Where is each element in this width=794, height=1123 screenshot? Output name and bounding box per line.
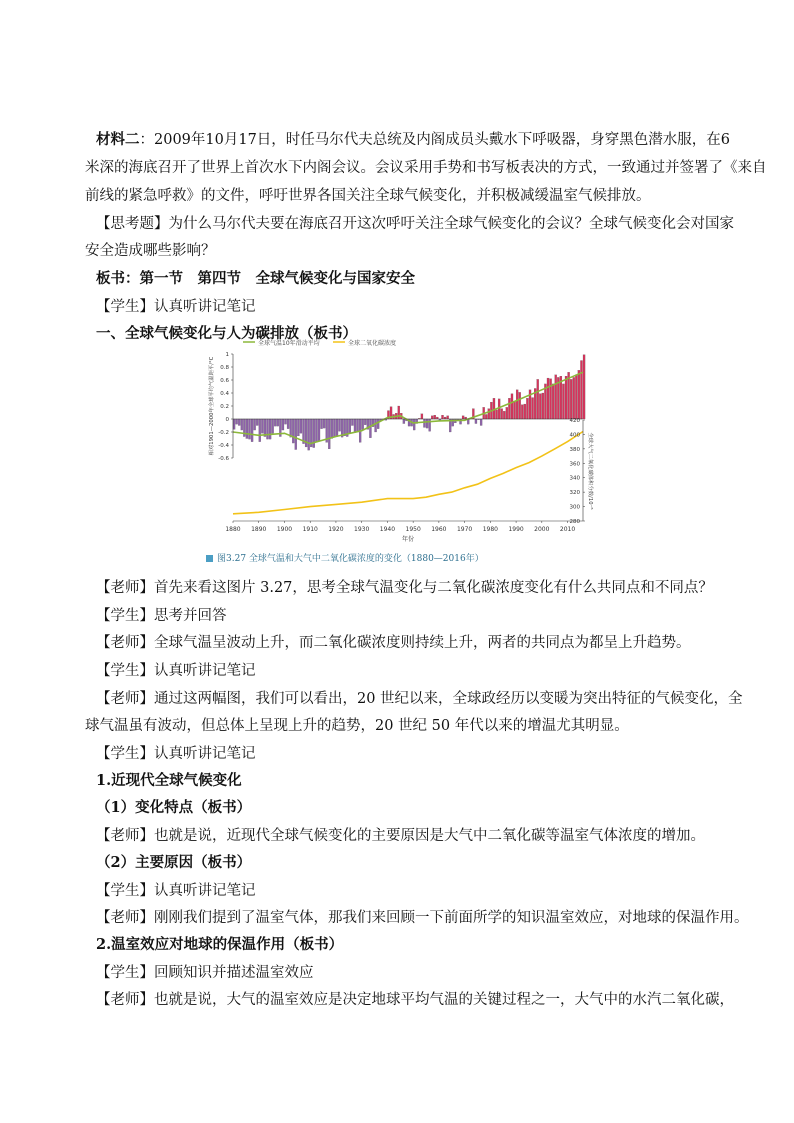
anomaly-bar xyxy=(328,419,330,449)
anomaly-bar xyxy=(488,409,490,419)
anomaly-bar xyxy=(550,379,552,419)
anomaly-bar xyxy=(323,419,325,428)
anomaly-bar xyxy=(511,394,513,419)
right-axis-label: 全球大气二氧化碳体积分数/10⁻⁶ xyxy=(587,432,593,510)
left-axis-label: 相对1901—2000年全球平均气温距平/°C xyxy=(209,356,215,456)
anomaly-bar xyxy=(434,415,436,419)
anomaly-bar xyxy=(364,419,366,425)
anomaly-bar xyxy=(503,411,505,419)
anomaly-bar xyxy=(333,419,335,437)
anomaly-bar xyxy=(570,379,572,419)
anomaly-bar xyxy=(475,419,477,424)
anomaly-bar xyxy=(398,406,400,419)
teacher-line-3a: 【老师】通过这两幅图，我们可以看出，20 世纪以来，全球政经历以变暖为突出特征的气候变化，全 xyxy=(96,691,743,707)
anomaly-bar xyxy=(521,405,523,419)
left-tick-label: -0.6 xyxy=(218,456,229,462)
anomaly-bar xyxy=(583,355,585,419)
student-line-3: 【学生】认真听讲记笔记 xyxy=(96,746,256,762)
anomaly-bar xyxy=(290,419,292,437)
anomaly-bar xyxy=(292,419,294,443)
anomaly-bar xyxy=(236,419,238,424)
anomaly-bar xyxy=(552,384,554,419)
anomaly-bar xyxy=(344,419,346,436)
anomaly-bar xyxy=(277,419,279,426)
thinking-question-1: 【思考题】为什么马尔代夫要在海底召开这次呼吁关注全球气候变化的会议？全球气候变化会对国家 xyxy=(96,216,734,232)
student-note-1: 【学生】认真听讲记笔记 xyxy=(96,299,256,315)
anomaly-bar xyxy=(501,409,503,419)
anomaly-bar xyxy=(506,407,508,419)
figure-caption xyxy=(206,551,484,564)
anomaly-bar xyxy=(351,419,353,426)
anomaly-bar xyxy=(542,393,544,419)
x-tick-label: 1920 xyxy=(328,526,344,533)
x-tick-label: 1890 xyxy=(251,526,267,533)
legend-co2: 全球二氧化碳浓度 xyxy=(348,340,397,347)
right-tick-label: 280 xyxy=(569,519,580,525)
left-tick-label: 0.4 xyxy=(220,391,229,397)
right-tick-label: 320 xyxy=(569,490,580,497)
left-tick-label: 0.2 xyxy=(220,404,229,410)
student-line-2: 【学生】认真听讲记笔记 xyxy=(96,663,256,679)
anomaly-bar xyxy=(282,419,284,430)
anomaly-bar xyxy=(403,419,405,424)
anomaly-bar xyxy=(532,398,534,419)
anomaly-bar xyxy=(287,419,289,429)
climate-chart xyxy=(205,336,593,556)
x-tick-label: 1910 xyxy=(302,526,318,533)
x-tick-label: 1970 xyxy=(456,526,473,533)
anomaly-bar xyxy=(274,419,276,426)
anomaly-bar xyxy=(447,416,449,419)
paragraph-material-2 xyxy=(96,129,731,151)
student-line-5: 【学生】回顾知识并描述温室效应 xyxy=(96,965,314,981)
anomaly-bar xyxy=(539,394,541,419)
material-text-3: 前线的紧急呼救》的文件，呼吁世界各国关注全球气候变化，并积极减缓温室气候排放。 xyxy=(85,188,651,204)
anomaly-bar xyxy=(498,399,500,419)
board-title: 板书：第一节 第四节 全球气候变化与国家安全 xyxy=(96,270,415,287)
anomaly-bar xyxy=(423,419,425,427)
left-tick-label: 0.6 xyxy=(220,378,229,384)
anomaly-bar xyxy=(256,419,258,426)
anomaly-bar xyxy=(315,419,317,442)
right-tick-label: 380 xyxy=(569,446,580,453)
material-text-1: ：2009年10月17日，时任马尔代夫总统及内阁成员头戴水下呼吸器，身穿黑色潜水服，在6 xyxy=(139,132,731,148)
caption-square-icon xyxy=(206,555,213,562)
anomaly-bar xyxy=(377,419,379,429)
anomaly-bar xyxy=(254,419,256,430)
anomaly-bar xyxy=(421,414,423,419)
legend-moving-avg: 全球气温10年滑动平均 xyxy=(258,340,320,347)
anomaly-bar xyxy=(524,404,526,419)
anomaly-bar xyxy=(261,419,263,433)
anomaly-bar xyxy=(233,419,235,429)
subheading-1-2: （2）主要原因（板书） xyxy=(96,854,252,871)
teacher-line-5: 【老师】刚刚我们提到了温室气体，那我们来回顾一下前面所学的知识温室效应，对地球的保温作用。 xyxy=(96,910,749,926)
anomaly-bar xyxy=(357,419,359,432)
x-tick-label: 1930 xyxy=(354,526,370,533)
x-tick-label: 1990 xyxy=(508,526,524,533)
anomaly-bar xyxy=(431,416,433,419)
x-tick-label: 1900 xyxy=(276,526,293,533)
anomaly-bar xyxy=(547,378,549,419)
chart-legend xyxy=(243,339,396,347)
co2-line xyxy=(233,432,583,514)
thinking-question-2: 安全造成哪些影响？ xyxy=(85,243,216,259)
material-text-2: 米深的海底召开了世界上首次水下内阁会议。会议采用手势和书写板表决的方式，一致通过并签署了《来自 xyxy=(85,160,767,176)
left-tick-label: -0.4 xyxy=(218,443,229,449)
anomaly-bar xyxy=(555,375,557,419)
student-line-4: 【学生】认真听讲记笔记 xyxy=(96,883,256,899)
anomaly-bar xyxy=(565,376,567,419)
anomaly-bar xyxy=(441,415,443,419)
anomaly-bar xyxy=(580,361,582,420)
x-tick-label: 2000 xyxy=(534,526,550,533)
right-tick-label: 400 xyxy=(569,432,580,439)
anomaly-bar xyxy=(508,398,510,419)
anomaly-bar xyxy=(485,414,487,419)
left-tick-label: 0 xyxy=(225,417,229,423)
anomaly-bar xyxy=(496,410,498,419)
right-tick-label: 300 xyxy=(569,504,580,511)
anomaly-bar xyxy=(514,401,516,419)
teacher-line-3b: 球气温虽有波动，但总体上呈现上升的趋势，20 世纪 50 年代以来的增温尤其明显。 xyxy=(85,718,629,734)
anomaly-bar xyxy=(248,419,250,439)
anomaly-bars xyxy=(233,355,585,451)
anomaly-bar xyxy=(295,419,297,450)
caption-text: 图3.27 全球气温和大气中二氧化碳浓度的变化（1880—2016年） xyxy=(217,554,484,564)
anomaly-bar xyxy=(426,419,428,428)
material-label: 材料二 xyxy=(96,131,140,148)
subheading-2: 2.温室效应对地球的保温作用（板书） xyxy=(96,936,344,953)
anomaly-bar xyxy=(246,419,248,439)
anomaly-bar xyxy=(516,390,518,419)
student-line-1: 【学生】思考并回答 xyxy=(96,608,227,624)
anomaly-bar xyxy=(575,375,577,419)
subheading-1-1: （1）变化特点（板书） xyxy=(96,799,252,816)
anomaly-bar xyxy=(241,419,243,430)
teacher-line-6: 【老师】也就是说，大气的温室效应是决定地球平均气温的关键过程之一，大气中的水汽二氧化碳， xyxy=(96,992,734,1008)
figure-3-27 xyxy=(205,336,593,568)
anomaly-bar xyxy=(308,419,310,450)
subheading-1: 1.近现代全球气候变化 xyxy=(96,772,242,789)
anomaly-bar xyxy=(369,419,371,438)
x-tick-label: 1880 xyxy=(225,526,241,533)
x-tick-label: 1940 xyxy=(379,526,396,533)
anomaly-bar xyxy=(266,419,268,439)
x-tick-label: 1980 xyxy=(482,526,498,533)
x-tick-label: 1950 xyxy=(405,526,421,533)
anomaly-bar xyxy=(284,419,286,424)
anomaly-bar xyxy=(321,419,323,429)
right-tick-label: 420 xyxy=(569,418,580,424)
anomaly-bar xyxy=(375,419,377,432)
anomaly-bar xyxy=(318,419,320,441)
anomaly-bar xyxy=(362,419,364,429)
anomaly-bar xyxy=(562,384,564,419)
anomaly-bar xyxy=(526,398,528,419)
anomaly-bar xyxy=(259,419,261,442)
anomaly-bar xyxy=(300,419,302,433)
teacher-line-4: 【老师】也就是说，近现代全球气候变化的主要原因是大气中二氧化碳等温室气体浓度的增加。 xyxy=(96,828,705,844)
anomaly-bar xyxy=(264,419,266,437)
anomaly-bar xyxy=(573,377,575,419)
anomaly-bar xyxy=(297,419,299,436)
x-axis-label: 年份 xyxy=(401,536,415,543)
x-tick-label: 2010 xyxy=(559,526,576,533)
anomaly-bar xyxy=(331,419,333,439)
anomaly-bar xyxy=(339,419,341,431)
anomaly-bar xyxy=(269,419,271,439)
anomaly-bar xyxy=(336,419,338,437)
teacher-line-2: 【老师】全球气温呈波动上升，而二氧化碳浓度则持续上升，两者的共同点为都呈上升趋势。 xyxy=(96,635,691,651)
teacher-line-1: 【老师】首先来看这图片 3.27，思考全球气温变化与二氧化碳浓度变化有什么共同点和不同点？ xyxy=(96,580,713,596)
anomaly-bar xyxy=(272,419,274,433)
anomaly-bar xyxy=(578,370,580,419)
right-tick-label: 340 xyxy=(569,475,580,482)
anomaly-bar xyxy=(462,416,464,419)
anomaly-bar xyxy=(238,419,240,426)
section-heading-1: 一、全球气候变化与人为碳排放（板书） xyxy=(96,325,357,342)
anomaly-bar xyxy=(519,392,521,419)
anomaly-bar xyxy=(537,379,539,419)
anomaly-bar xyxy=(480,419,482,426)
left-tick-label: -0.2 xyxy=(218,430,229,436)
left-tick-label: 0.8 xyxy=(220,365,229,371)
right-tick-label: 360 xyxy=(569,461,580,468)
x-tick-label: 1960 xyxy=(431,526,447,533)
anomaly-bar xyxy=(349,419,351,433)
anomaly-bar xyxy=(354,419,356,433)
left-tick-label: 1 xyxy=(225,352,229,358)
anomaly-bar xyxy=(251,419,253,442)
anomaly-bar xyxy=(413,419,415,430)
